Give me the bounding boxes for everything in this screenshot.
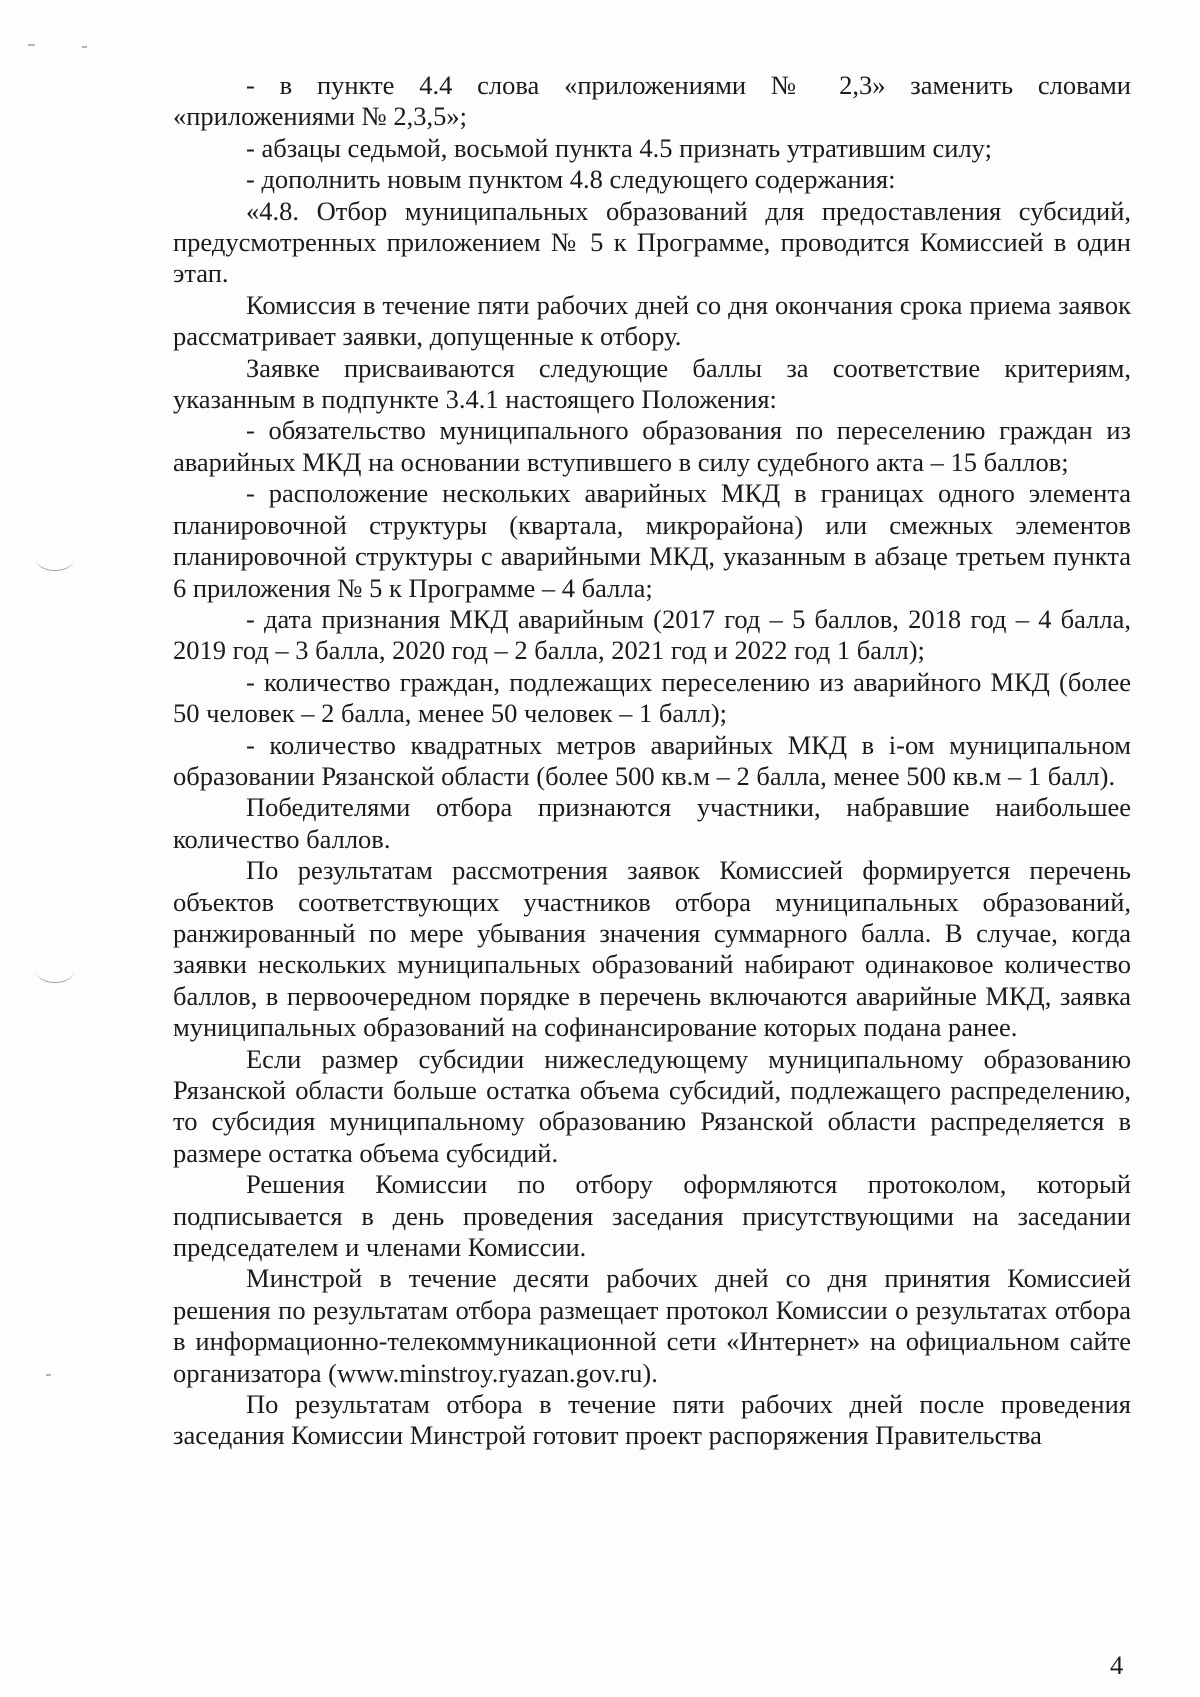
paragraph: - дата признания МКД аварийным (2017 год – 5 баллов, 2018 год – 4 балла, 2019 год – 3 балла, 2020 год – 2 балла, 2021 год и 2022 год 1 балл); (173, 603, 1131, 666)
paragraph: «4.8. Отбор муниципальных образований для предоставления субсидий, предусмотренных приложением № 5 к Программе, проводится Комиссией в один этап. (173, 195, 1131, 289)
paragraph: - количество граждан, подлежащих переселению из аварийного МКД (более 50 человек – 2 балла, менее 50 человек – 1 балл); (173, 666, 1131, 729)
paragraph: Комиссия в течение пяти рабочих дней со дня окончания срока приема заявок рассматривает заявки, допущенные к отбору. (173, 289, 1131, 352)
punch-hole-mark (36, 960, 74, 983)
paragraph: - абзацы седьмой, восьмой пункта 4.5 признать утратившим силу; (246, 132, 992, 163)
scan-speck (82, 46, 87, 48)
paragraph: По результатам отбора в течение пяти рабочих дней после проведения заседания Комиссии Минстрой готовит проект распоряжения Правительства (173, 1389, 1131, 1451)
paragraph: - дополнить новым пунктом 4.8 следующего содержания: (246, 164, 896, 195)
document-body (173, 70, 1131, 1452)
scan-speck (28, 44, 35, 46)
paragraph: Решения Комиссии по отбору оформляются протоколом, который подписывается в день проведения заседания присутствующими на заседании председателем и членами Комиссии. (173, 1169, 1131, 1263)
paragraph: Победителями отбора признаются участники, набравшие наибольшее количество баллов. (173, 792, 1131, 854)
paragraph: По результатам рассмотрения заявок Комиссией формируется перечень объектов соответствующих участников отбора муниципальных образований, ранжированный по мере убывания значения суммарного балла. В случае, когда заявки нескольких муниципальных образований набирают одинаковое количество баллов, в первоочередном порядке в перечень включаются аварийные МКД, заявка муниципальных образований на софинансирование которых подана ранее. (173, 855, 1131, 1043)
scan-speck (46, 1374, 51, 1376)
paragraph: - расположение нескольких аварийных МКД в границах одного элемента планировочной структуры (квартала, микрорайона) или смежных элементов планировочной структуры с аварийными МКД, указанным в абзаце третьем пункта 6 приложения № 5 к Программе – 4 балла; (173, 478, 1131, 603)
page-number: 4 (1110, 1650, 1124, 1680)
punch-hole-mark (36, 548, 74, 571)
paragraph: Если размер субсидии нижеследующему муниципальному образованию Рязанской области больше остатка объема субсидий, подлежащего распределению, то субсидия муниципальному образованию Рязанской области распределяется в размере остатка объема субсидий. (173, 1043, 1131, 1168)
paragraph: Минстрой в течение десяти рабочих дней со дня принятия Комиссией решения по результатам отбора размещает протокол Комиссии о результатах отбора в информационно-телекоммуникационной сети «Интернет» на официальном сайте организатора (www.minstroy.ryazan.gov.ru). (173, 1263, 1131, 1388)
paragraph: - количество квадратных метров аварийных МКД в i-ом муниципальном образовании Рязанской области (более 500 кв.м – 2 балла, менее 500 кв.м – 1 балл). (173, 729, 1131, 791)
paragraph: Заявке присваиваются следующие баллы за соответствие критериям, указанным в подпункте 3.4.1 настоящего Положения: (173, 352, 1131, 415)
paragraph: - в пункте 4.4 слова «приложениями № 2,3» заменить словами «приложениями № 2,3,5»; (173, 70, 1131, 132)
paragraph: - обязательство муниципального образования по переселению граждан из аварийных МКД на основании вступившего в силу судебного акта – 15 баллов; (173, 415, 1131, 477)
